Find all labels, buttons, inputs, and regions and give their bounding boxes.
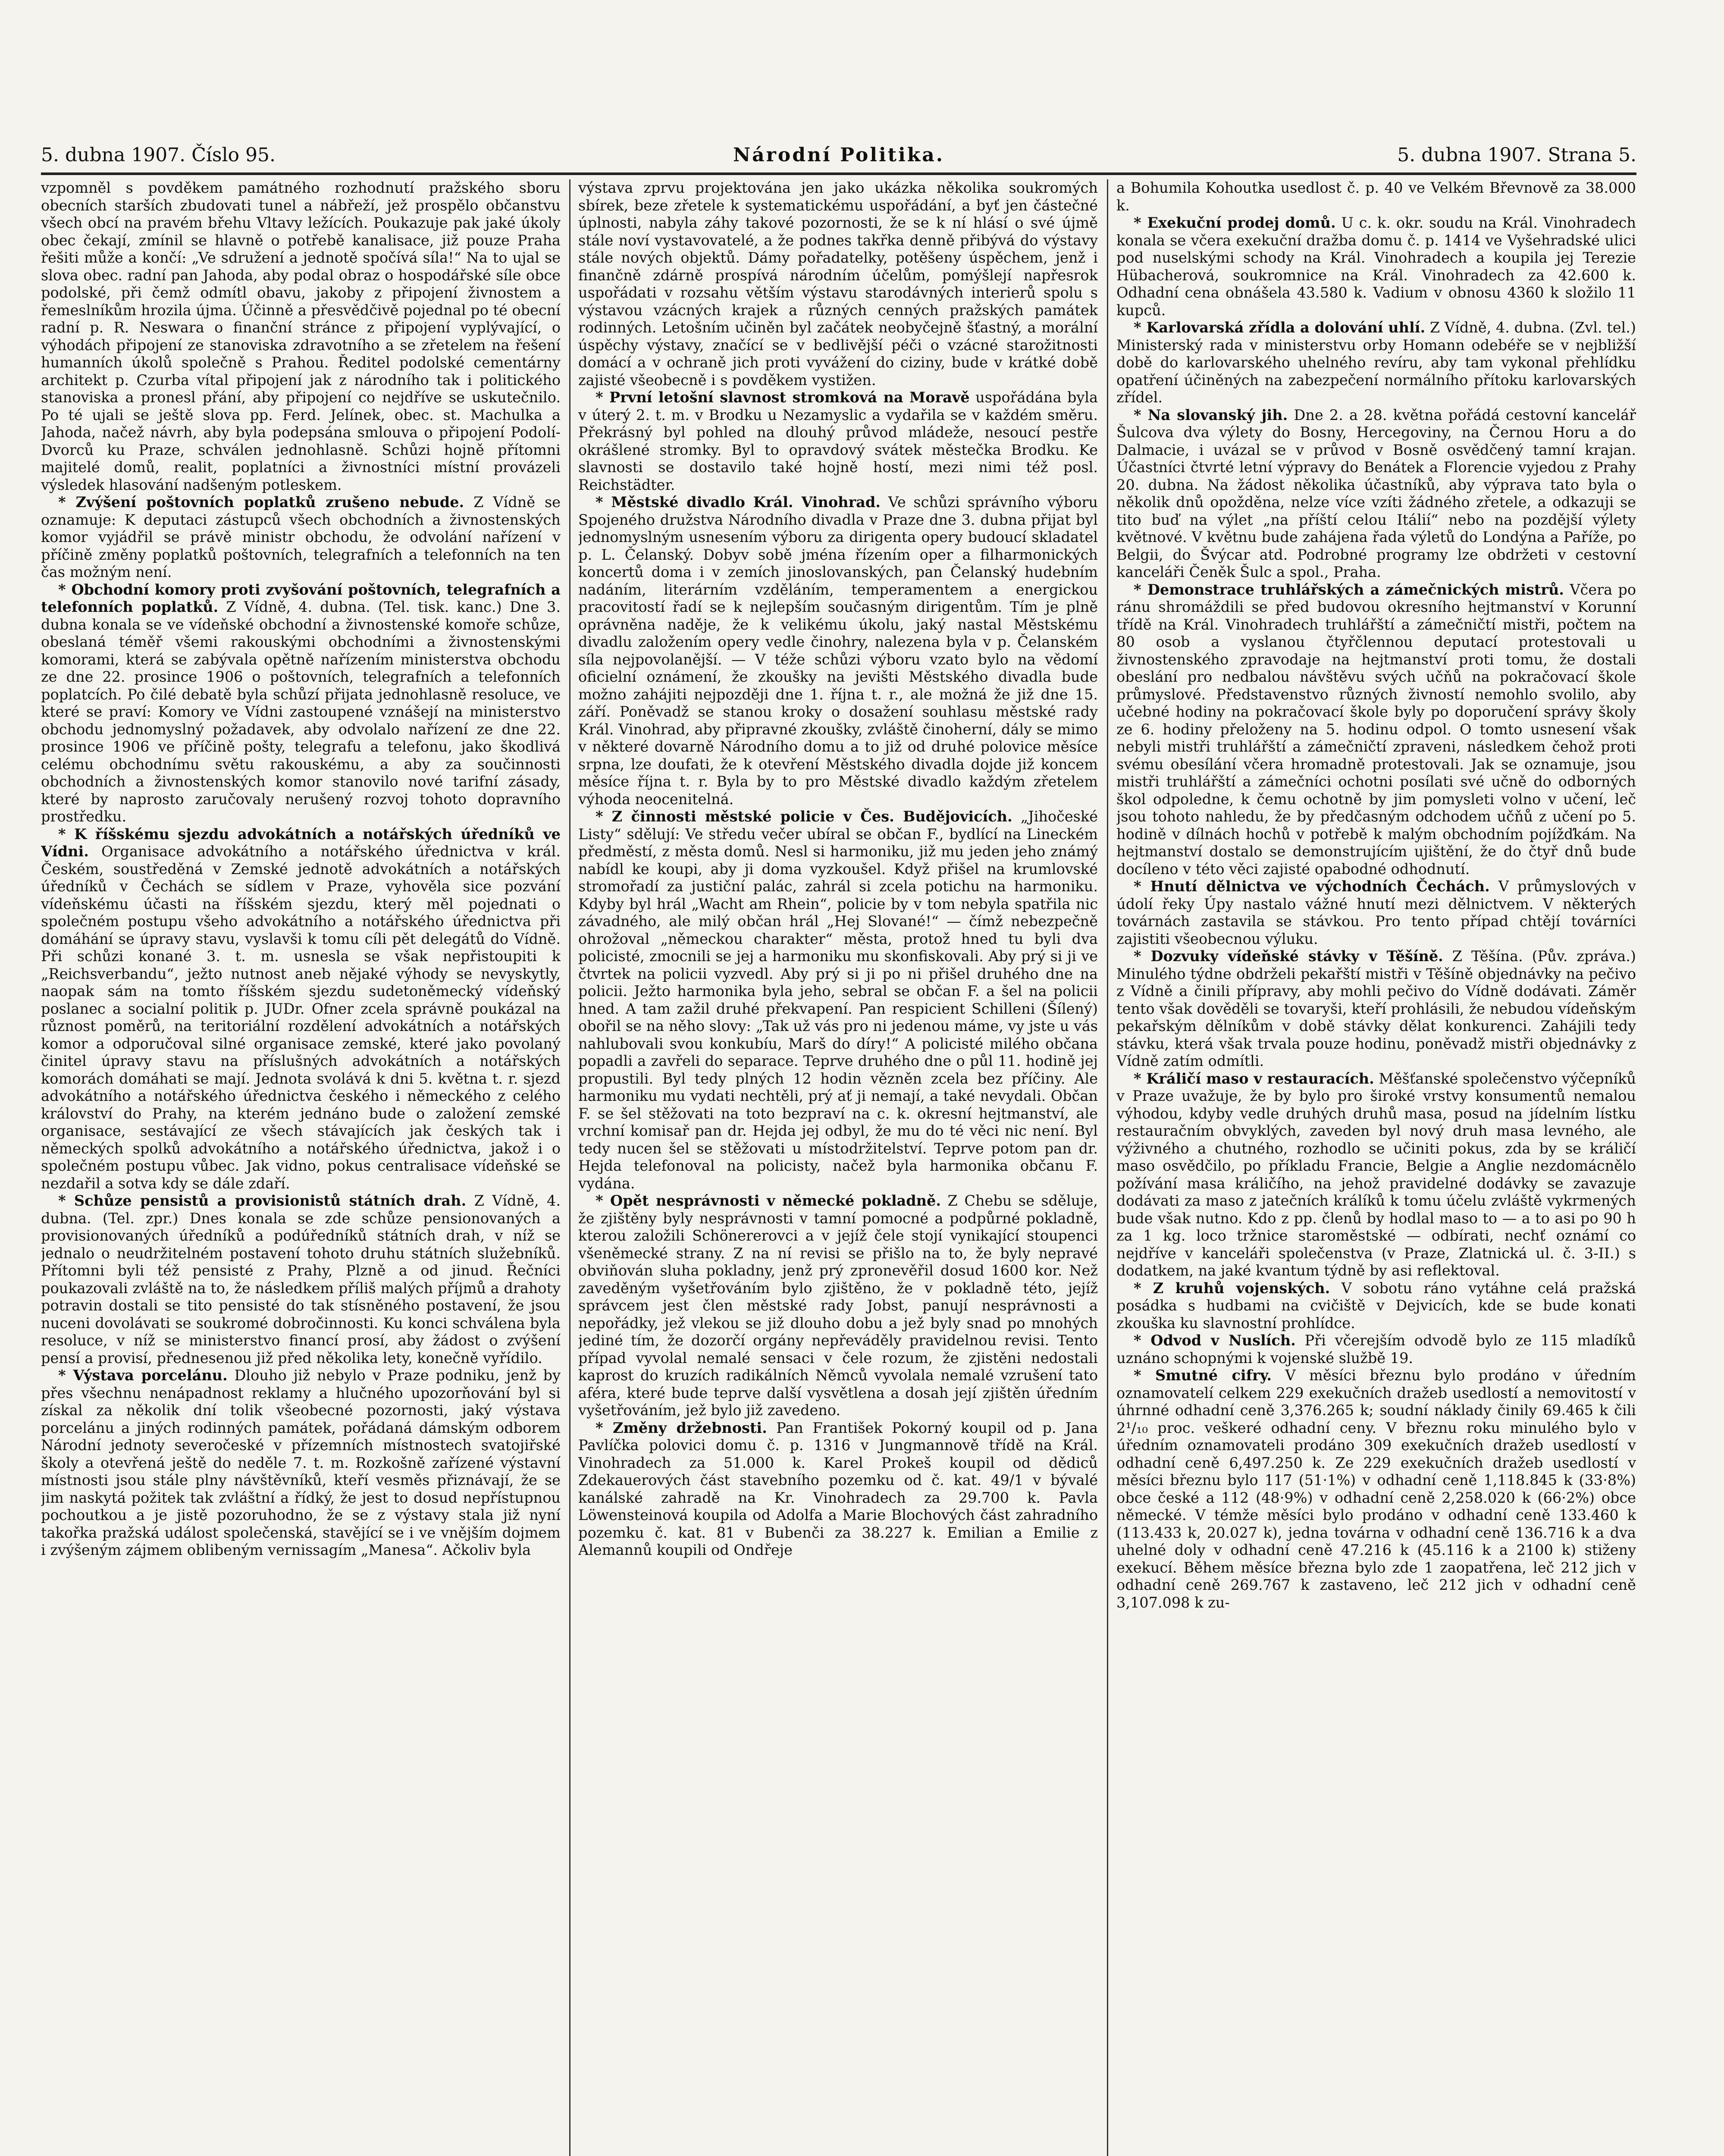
article-text: Při včerejším odvodě bylo ze 115 mladíků uznáno schopnými k vojenské službě 19. bbox=[1116, 1332, 1636, 1366]
article-paragraph bbox=[1116, 581, 1636, 878]
article-text: „Jihočeské Listy“ sdělují: Ve středu večer ubíral se občan F., bydlící na Lineckém předměstí, z města domů. Nesl si harmoniku, již mu jeden jeho známý nabídl ke koupi, aby ji doma vyzkoušel. Když přišel na krumlovské stromořadí za justiční palác, zahrál si zcela potichu na harmoniku. Kdyby byl hrál „Wacht am Rhein“, policie by v tom nebyla spatřila nic závadného, ale milý občan hrál „Hej Slované!“ — čímž nebezpečně ohrožoval „německou charakter“ města, protož hned tu byli dva policisté, zmocnili se jej a harmoniku mu skonfiskovali. Aby prý si ji ve čtvrtek na policii vyzvedl. Aby prý si ji po ni přišel druhého dne na policii. Ježto harmonika byla jeho, sebral se občan F. a šel na policii hned. A tam zažil druhé překvapení. Pan respicient Schilleni (Šílený) obořil se na něho slovy: „Tak už vás pro ni jedenou máme, vy jste u vás nahlubovali svou konkubíu, Marš do díry!“ A policisté milého občana popadli a zavřeli do separace. Teprve druhého dne o půl 11. hodině jej propustili. Byl tedy plných 12 hodin vězněn zcela bez příčiny. Ale harmoniku mu vydati nechtěli, prý ať ji nemají, a také nevydali. Občan F. se šel stěžovati na toto bezpraví na c. k. okresní hejtmanství, ale vrchní komisař pan dr. Hejda jej odbyl, že mu do té věci nic není. Byl tedy nucen šel se stěžovati u místodržitelství. Teprve potom pan dr. Hejda telefonoval na policisty, načež byla harmonika občanu F. vydána. bbox=[578, 808, 1098, 1192]
article-paragraph bbox=[1116, 948, 1636, 1070]
article-heading: * První letošní slavnost stromková na Moravě bbox=[596, 389, 970, 406]
column-divider bbox=[569, 179, 570, 2156]
article-heading: * Exekuční prodej domů. bbox=[1134, 214, 1336, 231]
article-text: Ve schůzi správního výboru Spojeného družstva Národního divadla v Praze dne 3. dubna přijat byl jednomyslným usnesením výboru za dirigenta opery budoucí skladatel p. L. Čelanský. Dobyv sobě jména řízením oper a filharmonických koncertů doma i v zemích jinoslovanských, pan Čelanský hudebním nadáním, literárním vzděláním, temperamentem a energickou pracovitostí řadí se k nejlepším současným dirigentům. Tím je plně oprávněna naděje, že k velikému úkolu, jaký nastal Městskému divadlu založením opery vedle činohry, nalezena byla v p. Čelanském síla nejpovolanější. — V téže schůzi výboru vzato bylo na vědomí oficielní oznámení, že zkoušky na jevišti Městského divadla bude možno zahájiti nejpozději dne 1. října t. r., ale možná že již dne 15. září. Poněvadž se stanou kroky o dosažení souhlasu městské rady Král. Vinohrad, aby připravné zkoušky, zvláště činoherní, dály se mimo v některé dovarně Národního domu a to již od druhé polovice měsíce srpna, lze doufati, že k otevření Městského divadla dojde již koncem měsíce října t. r. Byla by to pro Městské divadlo každým zřetelem výhoda neocenitelná. bbox=[578, 494, 1098, 808]
article-heading: * Výstava porcelánu. bbox=[58, 1367, 228, 1384]
article-text: Měšťanské společenstvo výčepníků v Praze uvažuje, že by bylo pro široké vrstvy konsumentů nemalou výhodou, kdyby vedle druhých druhů masa, posud na jídelním lístku restauračním obvyklých, zaveden byl nový druh masa levného, ale výživného a chutného, rozhodlo se učiniti pokus, zda by se králičí maso osvědčilo, po příkladu Francie, Belgie a Anglie nezdomácnělo požívání masa králičího, na jehož pravidelné dodávky se zavazuje dodávati za maso z jatečních králíků k tomu účelu zvláště vykrmených bude však nutno. Kdo z pp. členů by hodlal maso to — a to asi po 90 h za 1 kg. loco tržnice staroměstské — odbírati, nechť oznámí co nejdříve v kanceláři společenstva (v Praze, Zlatnická ul. č. 3-II.) s dodatkem, na jaké kvantum týdně by asi reflektoval. bbox=[1116, 1070, 1636, 1279]
article-paragraph bbox=[578, 389, 1098, 494]
article-paragraph bbox=[41, 826, 561, 1193]
article-paragraph bbox=[1116, 214, 1636, 319]
article-text: V průmyslových v údolí řeky Úpy nastalo vážné hnutí mezi dělnictvem. V některých továrnách zastavila se stávkou. Pro tento případ chtějí továrníci zajistiti všeobecnou výluku. bbox=[1116, 878, 1636, 947]
article-paragraph bbox=[41, 494, 561, 581]
article-paragraph bbox=[1116, 179, 1636, 214]
article-paragraph bbox=[41, 179, 561, 494]
article-paragraph bbox=[41, 1192, 561, 1367]
article-text: Dne 2. a 28. května pořádá cestovní kancelář Šulcova dva výlety do Bosny, Hercegoviny, na Černou Horu a do Dalmacie, i uvázal se v průvod v Bosně osvědčený tamní krajan. Účastníci čtvrté letní výpravy do Benátek a Florencie vyjedou z Prahy 20. dubna. Na žádost několika účastníků, aby výprava tato byla o několik dnů opožděna, nelze více vzíti žádného zřetele, a odkazuji se tito buď na výlet „na příští celou Itálií“ nebo na pozdější výlety květnové. V květnu bude zahájena řada výletů do Londýna a Paříže, po Belgii, do Švýcar atd. Podrobné programy lze obdržeti v cestovní kanceláři Čeněk Šulc a spol., Praha. bbox=[1116, 406, 1636, 580]
article-heading: * Dozvuky vídeňské stávky v Těšíně. bbox=[1134, 948, 1443, 965]
article-heading: * Odvod v Nuslích. bbox=[1134, 1332, 1296, 1349]
article-text: výstava zprvu projektována jen jako ukázka několika soukromých sbírek, beze zřetele k systematickému uspořádání, a byť jen částečné úplnosti, nabyla záhy takové pozornosti, že se k ní hlásí o své újmě stále noví vystavovatelé, a že podnes takřka denně přibývá do výstavy stále nových objektů. Dámy pořadatelky, potěšeny úspěchem, jenž i finančně zdárně prospívá národním účelům, pomýšlejí napřesrok uspořádati v rozsahu větším výstavu starodávných interierů spolu s výstavou vzácných krajek a různých cenných pražských památek rodinných. Letošním učiněn byl začátek neobyčejně šťastný, a morální úspěchy výstavy, značící se v bedlivější péči o vzácné starožitnosti domácí a v ochraně jich proti vyvážení do ciziny, bude v krátké době zajisté všeobecně i s povděkem vystižen. bbox=[578, 179, 1098, 389]
header-date-issue: 5. dubna 1907. Číslo 95. bbox=[41, 144, 276, 166]
article-text: Dlouho již nebylo v Praze podniku, jenž by přes všechnu nenápadnost reklamy a hlučného upozorňování byl si získal za několik dní tolik všeobecné pozornosti, jaký výstava porcelánu a jiných rodinných památek, pořádaná dámským odborem Národní jednoty severočeské v přízemních místnostech svatojiřské školy a otevřená ještě do neděle 7. t. m. Rozkošně zařízené výstavní místnosti jsou stále plny návštěvníků, kteří vesměs přiznávají, že se jim naskytá požitek tak zvláštní a řídký, že jest to dosud nepřístupnou pochoutkou a je jistě pozoruhodno, že se z výstavy stala již nyní takořka pražská událost společenská, stavějící se i ve vnějším dojmem i zvýšeným zájmem oblibeným vernissagím „Manesa“. Ačkoliv byla bbox=[41, 1367, 561, 1558]
column-3 bbox=[1116, 179, 1636, 2156]
article-columns bbox=[41, 179, 1636, 2156]
article-text: Z Vídně, 4. dubna. (Zvl. tel.) Ministerský rada v ministerstvu orby Homann odebéře se v nejbližší době do karlovarského uhelného revíru, aby tam vykonal přehlídku opatření účiněných na zabezpečení normálního přítoku karlovarských zřídel. bbox=[1116, 319, 1636, 406]
article-heading: * Karlovarská zřídla a dolování uhlí. bbox=[1134, 319, 1426, 336]
article-text: Pan František Pokorný koupil od p. Jana Pavlíčka polovici domu č. p. 1316 v Jungmannově třídě na Král. Vinohradech za 51.000 k. Karel Prokeš koupil od dědiců Zdekauerových část stavebního pozemku od č. kat. 49/1 v bývalé kanálské zahradě na Kr. Vinohradech za 29.700 k. Pavla Löwensteinová koupila od Adolfa a Marie Blochových část zahradního pozemku č. kat. 81 v Bubenči za 38.227 k. Emilian a Emilie z Alemannů koupili od Ondřeje bbox=[578, 1419, 1098, 1558]
article-text: U c. k. okr. soudu na Král. Vinohradech konala se včera exekuční dražba domu č. p. 1414 ve Vyšehradské ulici pod nuselskými schody na Král. Vinohradech a koupila jej Terezie Hübacherová, soukromnice na Král. Vinohradech za 42.600 k. Odhadní cena obnášela 43.580 k. Vadium v obnosu 4360 k složilo 11 kupců. bbox=[1116, 214, 1636, 319]
article-text: Z Vídně, 4. dubna. (Tel. zpr.) Dnes konala se zde schůze pensionovaných a provisionovaných úředníků a podúředníků státních drah, v níž se jednalo o neudržitelném postavení tohoto druhu státních služebníků. Přítomni byli též pensisté z Prahy, Plzně a od jinud. Řečníci poukazovali zvláště na to, že následkem příliš malých příjmů a drahoty potravin dostali se tito pensisté do tak stísněného postavení, že jsou nuceni dovolávati se soukromé dobročinnosti. Ku konci schválena byla resoluce, v níž se ministerstvo financí prosí, aby žádost o zvýšení pensí a provisí, přednesenou již před několika lety, konečně vyřídilo. bbox=[41, 1192, 561, 1366]
column-1 bbox=[41, 179, 561, 2156]
article-text: Z Chebu se sděluje, že zjištěny byly nesprávnosti v tamní pomocné a podpůrné pokladně, kterou založili Schönererovci a v jejíž čele stojí vynikající stoupenci všeněmecké strany. Z na ní revisi se přišlo na to, že byly nepravé obviňován sluha pokladny, jenž prý zpronevěřil dosud 1600 kor. Než zaveděným vyšetřováním bylo zjištěno, že v pokladně této, jejíž správcem jest člen městské rady Jobst, panují nesprávnosti a nepořádky, jež vlekou se již dlouho dobu a jež byly snad po mnohých jediné tím, že dozorčí orgány nepřeváděly pravidelnou revisi. Tento případ vyvolal nemalé sensaci v čele rozum, že zjistěni nedostali kaprost do kruzích radikálních Němců vyvolala nemalé vzrušení tato aféra, které bude teprve další vysvětlena a dosah její zjištěn úředním vyšetřováním, jež bylo již zavedeno. bbox=[578, 1192, 1098, 1419]
article-heading: * Zvýšení poštovních poplatků zrušeno nebude. bbox=[58, 494, 464, 511]
article-heading: * Změny držebnosti. bbox=[596, 1419, 767, 1436]
article-text: V sobotu ráno vytáhne celá pražská posádka s hudbami na cvičiště v Dejvicích, kde se bude konati zkouška ku slavnostní prohlídce. bbox=[1116, 1279, 1636, 1332]
article-heading: * Králičí maso v restauracích. bbox=[1134, 1070, 1374, 1087]
article-heading: * K říšskému sjezdu advokátních a notářských úředníků ve Vídni. bbox=[41, 825, 561, 860]
article-paragraph bbox=[578, 179, 1098, 389]
article-heading: * Hnutí dělnictva ve východních Čechách. bbox=[1134, 878, 1490, 895]
masthead bbox=[41, 142, 1636, 175]
article-paragraph bbox=[578, 1192, 1098, 1420]
header-date-page: 5. dubna 1907. Strana 5. bbox=[1397, 144, 1636, 166]
article-paragraph bbox=[1116, 1070, 1636, 1280]
article-paragraph bbox=[1116, 1367, 1636, 1611]
article-paragraph bbox=[1116, 1332, 1636, 1367]
article-heading: * Městské divadlo Král. Vinohrad. bbox=[596, 494, 881, 511]
article-paragraph bbox=[1116, 878, 1636, 948]
article-text: Včera po ránu shromáždili se před budovou okresního hejtmanství v Korunní třídě na Král. Vinohradech truhlářští a zámečničtí mistři, počtem na 80 osob a vyslanou čtyřčlennou deputací protestovali u živnostenského zpravodaje na hejtmanství proti tomu, že dostali obeslání pro nedbalou návštěvu svých učňů na pokračovací škole průmyslové. Představenstvo různých živností nemohlo svolilo, aby učebné hodiny na pokračovací škole byly po doporučení správy školy ze 6. hodiny přeloženy na 5. hodinu odpol. O tomto usnesení však nebyli mistři truhlářští a zámečničtí zpraveni, následkem čehož proti svému obesílání včera hromadně protestovali. Jak se oznamuje, jsou mistři truhlářští a zámečníci ochotni posílati své učně do odborných škol odpoledne, k čemu ochotně by jim pomysleti volno v učení, leč jsou tohoto nahledu, že by předčasným odchodem učňů z učení po 5. hodině v dílnách hochů v potřebě k malým obchodním pojížďkám. Na hejtmanství dostalo se demonstrujícím ujištění, že do čtyř dnů bude docíleno v této věci zajisté opabodné odhodnutí. bbox=[1116, 581, 1636, 877]
article-text: vzpomněl s povděkem památného rozhodnutí pražského sboru obecních starších zbudovati tunel a nábřeží, jež prospělo občanstvu všech obcí na pravém břehu Vltavy ležících. Poukazuje pak jaké úkoly obec čekají, zmínil se hlavně o potřebě kanalisace, již pouze Praha řešiti může a končí: „Ve sdružení a jednotě spočívá síla!“ Na to ujal se slova obec. radní pan Jahoda, aby podal obraz o hospodářské síle obce podolské, při čemž odmítl obavu, jakoby z připojení živnostem a řemeslníkům hrozila újma. Účinně a přesvědčivě pojednal po té obecní radní p. R. Neswara o finanční stránce z připojení vyplývající, o výhodách připojení ze stanoviska zdravotního a se zřetelem na řešení humanních úkolů společně s Prahou. Ředitel podolské cementárny architekt p. Czurba vítal připojení jak z národního tak i politického stanoviska a pronesl přání, aby připojení co nejdříve se uskutečnilo. Po té ujali se ještě slova pp. Ferd. Jelínek, obec. st. Machulka a Jahoda, načež návrh, aby byla podepsána smlouva o připojení Podolí-Dvorců ku Praze, schválen jednohlasně. Schůzi hojně přítomni majitelé domů, realit, poplatníci a živnostníci místní provázeli výsledek hlasování nadšeným potleskem. bbox=[41, 179, 561, 493]
article-paragraph bbox=[578, 808, 1098, 1192]
article-text: Z Těšína. (Pův. zpráva.) Minulého týdne obdrželi pekařští mistři v Těšíně objednávky na pečivo z Vídně a činili přípravy, aby mohli pečivo do Vídně dodávati. Záměr tento však dověděli se tovaryši, kteří prohlásili, že nebudou vídeňským pekařským dělníkům v době stávky dělat konkurenci. Zahájili tedy stávku, která však trvala pouze hodinu, poněvadž mistři objednávky z Vídně zatím odmítli. bbox=[1116, 948, 1636, 1069]
article-paragraph bbox=[1116, 1280, 1636, 1332]
article-heading: * Na slovanský jih. bbox=[1134, 406, 1288, 423]
article-heading: * Obchodní komory proti zvyšování poštovních, telegrafních a telefonních poplatků. bbox=[41, 581, 561, 615]
article-text: Z Vídně, 4. dubna. (Tel. tisk. kanc.) Dne 3. dubna konala se ve vídeňské obchodní a živnostenské komoře schůze, obeslaná téměř všemi rakouskými obchodními a živnostenskými komorami, která se zabývala opětně nařízením ministerstva obchodu ze dne 22. prosince 1906 o poštovních, telegrafních a telefonních poplatcích. Po čilé debatě byla schůzí přijata jednohlasně resoluce, ve které se praví: Komory ve Vídni zastoupené vznášejí na ministerstvo obchodu jednomyslný požadavek, aby odvolalo nařízení ze dne 22. prosince 1906 ve příčině pošty, telegrafu a telefonu, jako škodlivá celému obchodnímu světu rakouskému, a aby za součinnosti obchodních a živnostenských komor stanovilo nové tarifní zásady, které by naprosto zaručovaly nerušený rozvoj tohoto dopravního prostředku. bbox=[41, 599, 561, 825]
newspaper-title: Národní Politika. bbox=[733, 144, 945, 166]
article-heading: * Demonstrace truhlářských a zámečnických mistrů. bbox=[1134, 581, 1564, 598]
column-2 bbox=[578, 179, 1098, 2156]
article-heading: * Opět nesprávnosti v německé pokladně. bbox=[596, 1192, 941, 1209]
article-text: a Bohumila Kohoutka usedlost č. p. 40 ve Velkém Břevnově za 38.000 k. bbox=[1116, 179, 1636, 214]
article-heading: * Z kruhů vojenských. bbox=[1134, 1279, 1330, 1297]
article-paragraph bbox=[578, 494, 1098, 808]
article-text: Organisace advokátního a notářského úřednictva v král. Českém, soustředěná v Zemské jednotě advokátních a notářských úředníků v Čechách se sídlem v Praze, vyhověla sice pozvání vídeňskému účasti na říšském sjezdu, který měl pojednati o společném postupu všeho advokátního a notářského úřednictva při domáhání se úpravy stavu, vyslavši k tomu cíli pět delegátů do Vídně. Při schůzi konané 3. t. m. usnesla se však nepřistoupiti k „Reichsverbandu“, ježto nutnost aneb nějaké výhody se nevyskytly, naopak sám na tomto říšském sjezdu sudetoněmecký vídeňský poslanec a socialní politik p. JUDr. Ofner zcela správně poukázal na různost poměrů, na teritoriální rozdělení advokátních a notářských komor a odporučoval silné organisace zemské, které jako povolaný činitel úpravy stavu na příslušných advokátních a notářských komorách domáhati se mají. Jednota svolává k dni 5. května t. r. sjezd advokátního a notářského úřednictva českého i německého z celého království do Prahy, na kterém jednáno bude o založení zemské organisace, sestávající ze všech stávajících jak českých tak i německých spolků advokátního a notářského úřednictva, jakož i o společném postupu vůbec. Jak vidno, pokus centralisace vídeňské se nezdařil a sotva kdy se dále zdaří. bbox=[41, 843, 561, 1192]
article-heading: * Smutné cifry. bbox=[1134, 1367, 1272, 1384]
article-paragraph bbox=[578, 1420, 1098, 1559]
newspaper-page bbox=[41, 142, 1636, 2156]
article-text: Z Vídně se oznamuje: K deputaci zástupců všech obchodních a živnostenských komor vyjádřil se právě ministr obchodu, že odvolání nařízení v příčině změny poplatků poštovních, telegrafních a telefonních na ten čas možným není. bbox=[41, 494, 561, 580]
article-paragraph bbox=[1116, 319, 1636, 407]
article-paragraph bbox=[41, 1367, 561, 1559]
article-heading: * Z činnosti městské policie v Čes. Budějovicích. bbox=[596, 808, 1012, 825]
article-heading: * Schůze pensistů a provisionistů státních drah. bbox=[58, 1192, 467, 1209]
article-text: V měsíci březnu bylo prodáno v úředním oznamovatelí celkem 229 exekučních dražeb usedlostí a nemovitostí v úhrnné odhadní ceně 3,376.265 k; soudní náklady činily 69.465 k čili 2¹/₁₀ proc. veškeré odhadní ceny. V březnu roku minulého bylo v úředním oznamovateli prodáno 309 exekučních dražeb usedlostí v odhadní ceně 6,497.250 k. Ze 229 exekučních dražeb usedlostí v měsíci březnu bylo 117 (51·1%) v odhadní ceně 1,118.845 k (33·8%) obce české a 112 (48·9%) v odhadní ceně 2,258.020 k (66·2%) obce německé. V témže měsíci bylo prodáno v odhadní ceně 133.460 k (113.433 k, 20.027 k), jedna továrna v odhadní ceně 136.716 k a dva uhelné doly v odhadní ceně 47.216 k (45.116 k a 2100 k) stiženy exekucí. Během měsíce března bylo zde 1 zaopatřena, leč 212 jich v odhadní ceně 269.767 k zastaveno, leč 212 jich v odhadní ceně 3,107.098 k zu- bbox=[1116, 1367, 1636, 1611]
column-divider bbox=[1107, 179, 1108, 2156]
article-paragraph bbox=[1116, 407, 1636, 581]
article-paragraph bbox=[41, 581, 561, 826]
article-text: uspořádána byla v úterý 2. t. m. v Brodku u Nezamyslic a vydařila se v každém směru. Překrásný byl pohled na dlouhý průvod mládeže, nesoucí pestře okrášlené stromky. Byl to opravdový svátek městečka Brodku. Ke slavnosti se dostavilo také hojně hostí, mezi nimi též posl. Reichstädter. bbox=[578, 389, 1098, 493]
